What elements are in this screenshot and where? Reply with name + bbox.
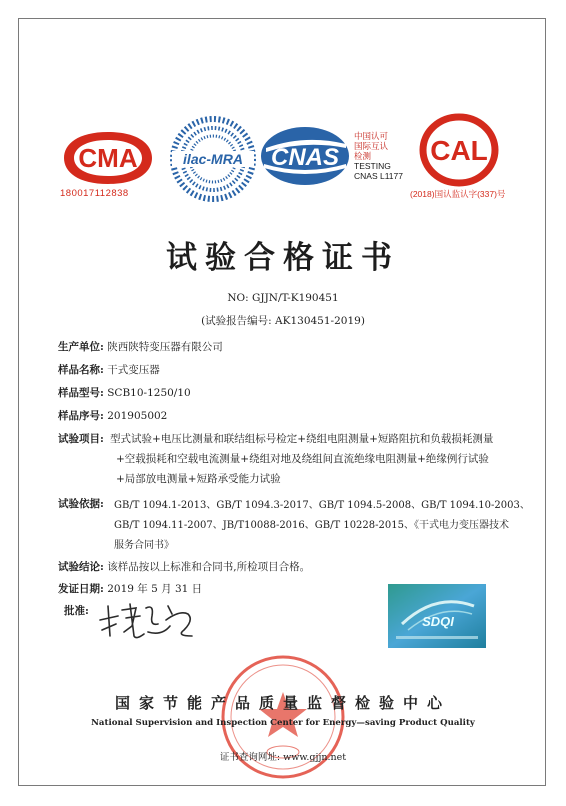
cnas-logo xyxy=(258,124,352,188)
cnas-text: CNAS xyxy=(270,144,340,171)
test-items-line: +空载损耗和空载电流测量+绕组对地及绕组间直流绝缘电阻测量+绝缘例行试验 xyxy=(116,453,489,465)
cal-letters: CAL xyxy=(430,135,488,166)
cma-letters: CMA xyxy=(78,143,138,173)
conclusion-field xyxy=(58,559,310,574)
test-basis-label: 试验依据: xyxy=(58,498,104,510)
test-items-line: 型式试验+电压比测量和联结组标号检定+绕组电阻测量+短路阻抗和负载损耗测量 xyxy=(110,433,494,445)
manufacturer-value: 陕西陕特变压器有限公司 xyxy=(107,341,223,353)
organization-name-cn: 国家节能产品质量监督检验中心 xyxy=(114,694,451,712)
conclusion-value: 该样品按以上标准和合同书,所检项目合格。 xyxy=(107,561,311,573)
issue-date-value: 2019 年 5 月 31 日 xyxy=(107,583,203,595)
hologram-text: SDQI xyxy=(422,614,454,629)
issue-date-label: 发证日期: xyxy=(58,583,104,595)
sample-serial-label: 样品序号: xyxy=(58,410,104,422)
sample-model-value: SCB10-1250/10 xyxy=(107,387,191,399)
ilac-mra-logo xyxy=(170,116,256,202)
approver-field xyxy=(64,603,89,618)
manufacturer-label: 生产单位: xyxy=(58,341,104,353)
sample-name-label: 样品名称: xyxy=(58,364,104,376)
sample-model-field xyxy=(58,385,191,400)
test-items-line: +局部放电测量+短路承受能力试验 xyxy=(116,473,281,485)
certificate-number: NO: GJJN/T-K190451 xyxy=(227,292,339,304)
cnas-side-text xyxy=(354,131,403,181)
certificate-title: 试验合格证书 xyxy=(166,240,400,276)
ilac-text: ilac-MRA xyxy=(183,151,243,167)
test-basis-line: GB/T 1094.1-2013、GB/T 1094.3-2017、GB/T 1094.5-2008、GB/T 1094.10-2003、 xyxy=(114,500,530,511)
cal-number: (2018)国认监认字(337)号 xyxy=(410,189,506,199)
sample-serial-value: 201905002 xyxy=(107,410,168,422)
signature xyxy=(96,596,206,644)
conclusion-label: 试验结论: xyxy=(58,561,104,573)
test-items-label: 试验项目: xyxy=(58,433,104,445)
test-items-label-wrap xyxy=(58,431,104,446)
approver-label: 批准: xyxy=(64,605,89,617)
test-basis-line: 服务合同书》 xyxy=(114,540,174,551)
test-basis-line: GB/T 1094.11-2007、JB/T10088-2016、GB/T 10228-2015、《干式电力变压器技术 xyxy=(114,520,509,531)
cal-logo xyxy=(418,112,500,188)
cma-logo xyxy=(58,128,158,188)
sdqi-hologram xyxy=(388,584,486,648)
sample-name-field xyxy=(58,362,160,377)
sample-model-label: 样品型号: xyxy=(58,387,104,399)
manufacturer-field xyxy=(58,339,223,354)
sample-serial-field xyxy=(58,408,167,423)
cnas-side-line: 国际互认 xyxy=(354,141,389,151)
query-url: 证书查询网址: www.gjjn.net xyxy=(219,752,347,763)
cnas-side-line: TESTING xyxy=(354,161,391,171)
issue-date-field xyxy=(58,581,202,596)
cma-number: 180017112838 xyxy=(60,188,129,199)
sample-name-value: 干式变压器 xyxy=(107,364,160,376)
cnas-side-line: 中国认可 xyxy=(354,131,389,141)
cnas-side-line: CNAS L1177 xyxy=(354,171,403,181)
cnas-side-line: 检测 xyxy=(354,151,372,161)
organization-name-en: National Supervision and Inspection Center for Energy—saving Product Quality xyxy=(91,718,475,728)
report-number: (试验报告编号: AK130451-2019) xyxy=(201,315,365,327)
test-basis-label-wrap xyxy=(58,496,104,511)
